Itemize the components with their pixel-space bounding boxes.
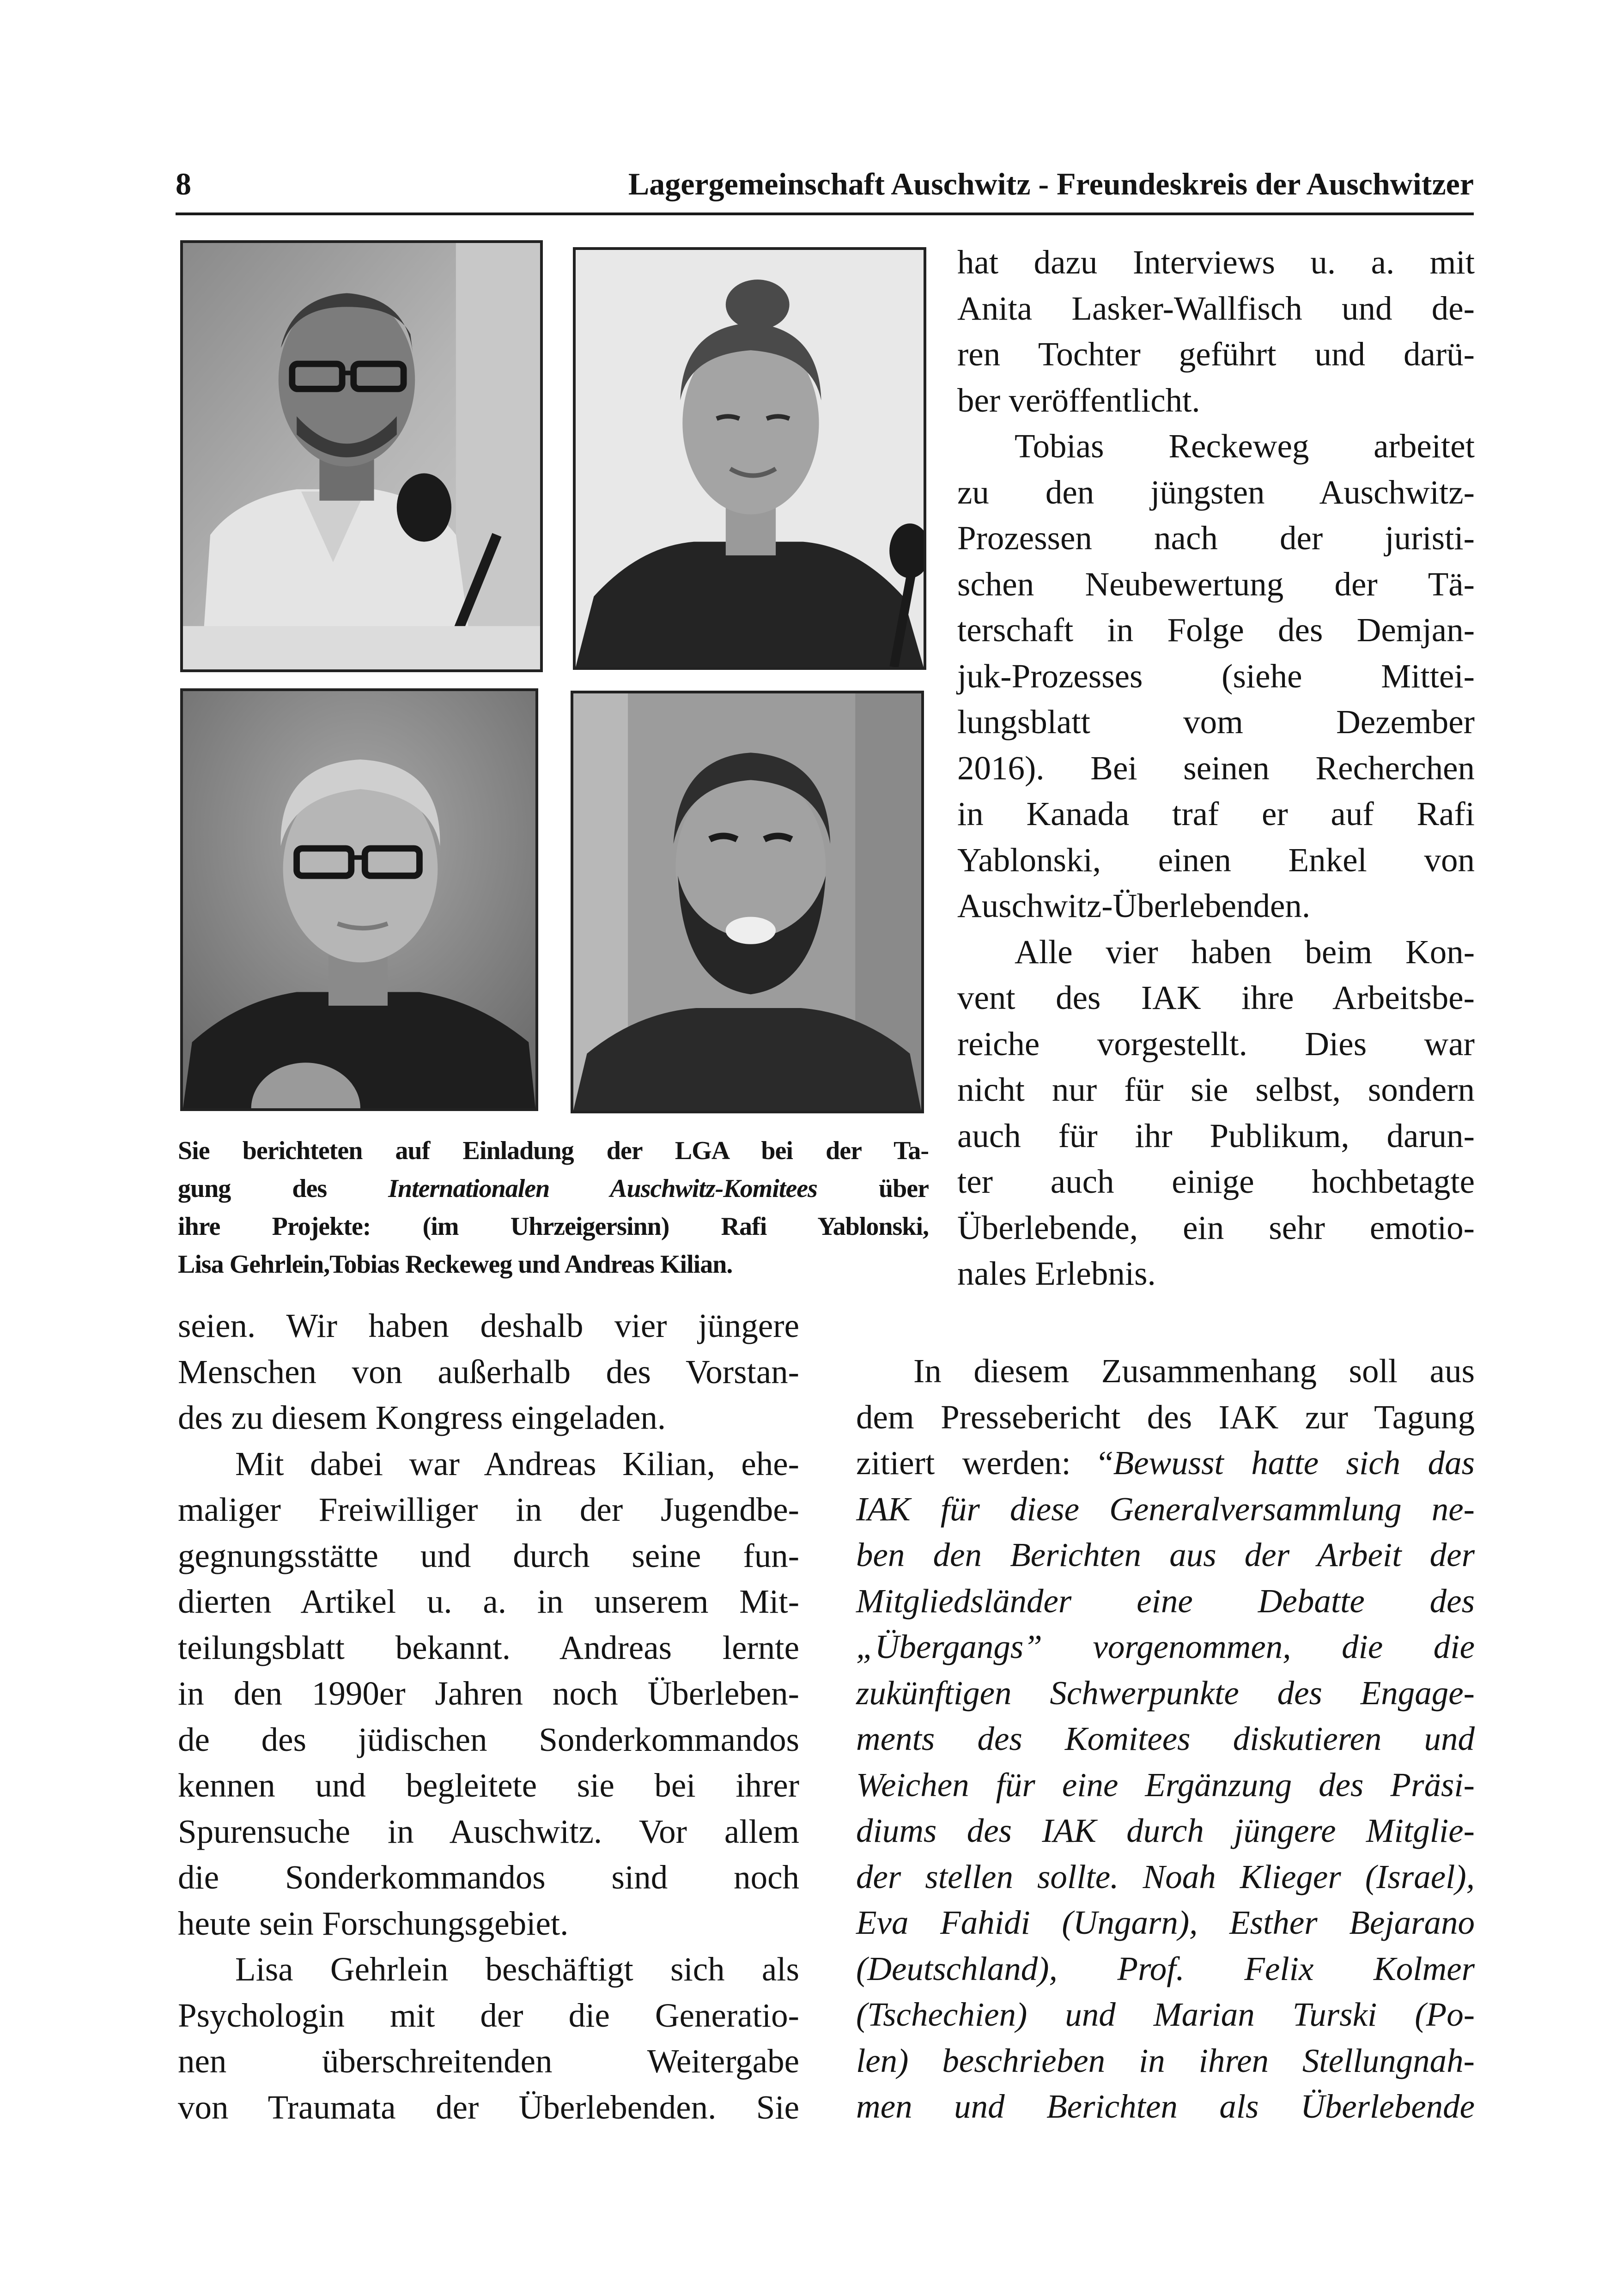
caption-line-3: ihre Projekte: (im Uhrzeigersinn) Rafi Yablonski, bbox=[178, 1212, 929, 1241]
text-line: dierten Artikel u. a. in unserem Mit- bbox=[178, 1583, 799, 1620]
text-line: terschaft in Folge des Demjan- bbox=[957, 611, 1475, 649]
quote-line: ments des Komitees diskutieren und bbox=[856, 1720, 1475, 1757]
text-line: kennen und begleitete sie bei ihrer bbox=[178, 1767, 799, 1804]
text-line: Menschen von außerhalb des Vorstan- bbox=[178, 1353, 799, 1391]
text-line: von Traumata der Überlebenden. Sie bbox=[178, 2088, 799, 2126]
quote-line: diums des IAK durch jüngere Mitglie- bbox=[856, 1812, 1475, 1849]
quote-line: men und Berichten als Überlebende bbox=[856, 2088, 1475, 2125]
text-line: juk-Prozesses (siehe Mittei- bbox=[957, 657, 1475, 695]
text-line: nales Erlebnis. bbox=[957, 1255, 1156, 1292]
text-line: maliger Freiwilliger in der Jugendbe- bbox=[178, 1491, 799, 1528]
running-title: Lagergemeinschaft Auschwitz - Freundeskreis der Auschwitzer bbox=[628, 166, 1474, 201]
quote-line: (Tschechien) und Marian Turski (Po- bbox=[856, 1996, 1475, 2033]
text-line: nen überschreitenden Weitergabe bbox=[178, 2042, 799, 2080]
photo-woman-microphone-image bbox=[576, 250, 924, 667]
quote-line: (Deutschland), Prof. Felix Kolmer bbox=[856, 1950, 1475, 1987]
quote-column-text bbox=[856, 1348, 1475, 2130]
text-line: Yablonski, einen Enkel von bbox=[957, 841, 1475, 879]
quote-line: Eva Fahidi (Ungarn), Esther Bejarano bbox=[856, 1904, 1475, 1941]
caption-line-2: gung des Internationalen Auschwitz-Komitees über bbox=[178, 1174, 929, 1203]
text-line: hat dazu Interviews u. a. mit bbox=[957, 243, 1475, 281]
text-line: zu den jüngsten Auschwitz- bbox=[957, 473, 1475, 511]
text-line: 2016). Bei seinen Recherchen bbox=[957, 749, 1475, 787]
text-line: ter auch einige hochbetagte bbox=[957, 1163, 1475, 1200]
quote-line: Mitgliedsländer eine Debatte des bbox=[856, 1582, 1475, 1620]
text-line: Psychologin mit der die Generatio- bbox=[178, 1996, 799, 2034]
text-line: zitiert werden: “Bewusst hatte sich das bbox=[856, 1444, 1475, 1482]
quote-line: ben den Berichten aus der Arbeit der bbox=[856, 1536, 1475, 1573]
text-line: Alle vier haben beim Kon- bbox=[1015, 933, 1475, 971]
text-line: vent des IAK ihre Arbeitsbe- bbox=[957, 979, 1475, 1016]
quote-line: len) beschrieben in ihren Stellungnah- bbox=[856, 2041, 1475, 2079]
quote-line: der stellen sollte. Noah Klieger (Israel), bbox=[856, 1858, 1475, 1895]
text-line: teilungsblatt bekannt. Andreas lernte bbox=[178, 1628, 799, 1666]
text-line: Lisa Gehrlein beschäftigt sich als bbox=[235, 1950, 799, 1988]
text-line: in den 1990er Jahren noch Überleben- bbox=[178, 1675, 799, 1712]
right-column-text bbox=[957, 239, 1475, 1297]
photo-man-glasses-microphone-image bbox=[183, 243, 540, 669]
text-line: heute sein Forschungsgebiet. bbox=[178, 1904, 569, 1942]
quote-line: IAK für diese Generalversammlung ne- bbox=[856, 1490, 1475, 1528]
text-line: gegnungsstätte und durch seine fun- bbox=[178, 1537, 799, 1574]
text-line: schen Neubewertung der Tä- bbox=[957, 565, 1475, 603]
text-line: in Kanada traf er auf Rafi bbox=[957, 795, 1475, 832]
text-line: des zu diesem Kongress eingeladen. bbox=[178, 1399, 666, 1436]
photo-lisa-gehrlein bbox=[573, 247, 926, 670]
text-line: auch für ihr Publikum, darun- bbox=[957, 1117, 1475, 1154]
text-line: ren Tochter geführt und darü- bbox=[957, 335, 1475, 373]
text-line: die Sonderkommandos sind noch bbox=[178, 1859, 799, 1896]
quote-line: Weichen für eine Ergänzung des Präsi- bbox=[856, 1766, 1475, 1804]
text-line: Tobias Reckeweg arbeitet bbox=[1015, 427, 1475, 465]
text-line: Überlebende, ein sehr emotio- bbox=[957, 1209, 1475, 1246]
page-number: 8 bbox=[176, 166, 191, 201]
text-line: Prozessen nach der juristi- bbox=[957, 519, 1475, 557]
photo-andreas-kilian bbox=[180, 688, 538, 1111]
text-line: reiche vorgestellt. Dies war bbox=[957, 1025, 1475, 1063]
text-line: Mit dabei war Andreas Kilian, ehe- bbox=[235, 1445, 799, 1482]
text-line: dem Pressebericht des IAK zur Tagung bbox=[856, 1398, 1475, 1436]
quote-line: „Übergangs” vorgenommen, die die bbox=[856, 1628, 1475, 1665]
photo-caption bbox=[178, 1132, 929, 1283]
text-line: nicht nur für sie selbst, sondern bbox=[957, 1071, 1475, 1108]
text-line: In diesem Zusammenhang soll aus bbox=[913, 1352, 1475, 1390]
text-line: de des jüdischen Sonderkommandos bbox=[178, 1720, 799, 1758]
page-header bbox=[176, 157, 1474, 215]
caption-line-1: Sie berichteten auf Einladung der LGA bei der Ta- bbox=[178, 1136, 929, 1165]
quote-line: zukünftigen Schwerpunkte des Engage- bbox=[856, 1674, 1475, 1712]
caption-line-4: Lisa Gehrlein,Tobias Reckeweg und Andreas Kilian. bbox=[178, 1250, 733, 1279]
text-line: lungsblatt vom Dezember bbox=[957, 703, 1475, 741]
text-line: Auschwitz-Überlebenden. bbox=[957, 887, 1311, 924]
photo-man-glasses-image bbox=[183, 691, 535, 1108]
text-line: seien. Wir haben deshalb vier jüngere bbox=[178, 1307, 799, 1344]
text-line: ber veröffentlicht. bbox=[957, 381, 1200, 419]
photo-rafi-yablonski bbox=[180, 240, 543, 672]
photo-tobias-reckeweg bbox=[571, 691, 924, 1113]
text-line: Spurensuche in Auschwitz. Vor allem bbox=[178, 1812, 799, 1850]
text-line: Anita Lasker-Wallfisch und de- bbox=[957, 289, 1475, 327]
photo-bearded-man-image bbox=[573, 693, 921, 1111]
left-column-text bbox=[178, 1303, 799, 2130]
